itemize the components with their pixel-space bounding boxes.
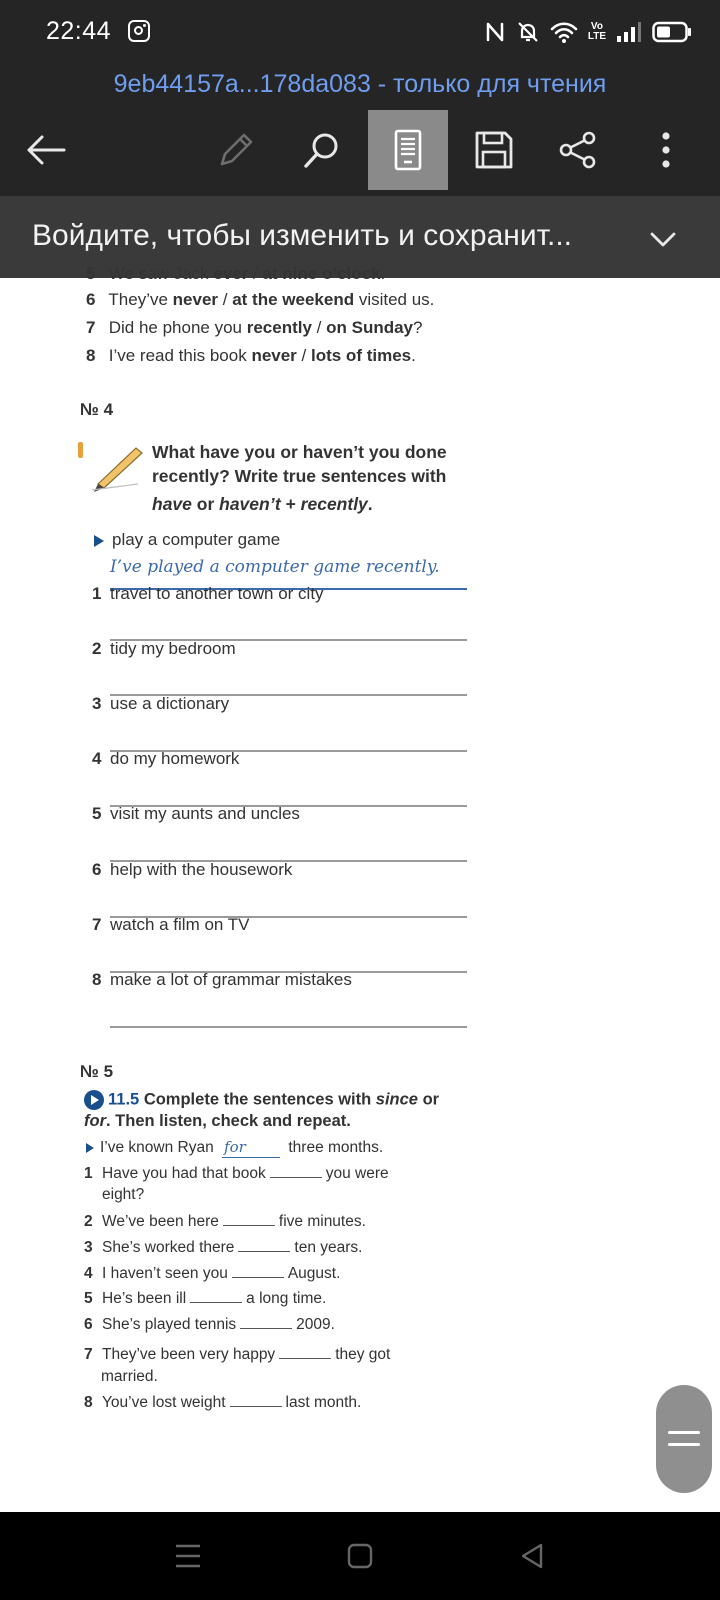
back-button[interactable] bbox=[6, 110, 86, 190]
exercise-4-example: play a computer game bbox=[94, 530, 280, 550]
exercise-5-item-4: 4 I haven’t seen you August. bbox=[84, 1265, 341, 1282]
navigation-bar bbox=[0, 1512, 720, 1600]
exercise-5-example: I’ve known Ryan for three months. bbox=[86, 1138, 383, 1158]
volte-bottom: LTE bbox=[587, 31, 606, 42]
share-icon bbox=[558, 130, 598, 170]
nfc-icon bbox=[484, 20, 506, 44]
scroll-handle[interactable] bbox=[656, 1385, 712, 1493]
answer-blank[interactable] bbox=[238, 1238, 290, 1252]
answer-blank[interactable] bbox=[279, 1345, 331, 1359]
menu-icon bbox=[174, 1543, 202, 1569]
audio-play-icon[interactable] bbox=[84, 1090, 104, 1110]
document-title: 9eb44157a...178da083 - только для чтения bbox=[113, 70, 607, 98]
exercise-4-item-8: 8 make a lot of grammar mistakes bbox=[92, 970, 352, 989]
search-icon bbox=[302, 130, 342, 170]
back-nav-button[interactable] bbox=[512, 1536, 552, 1576]
recent-apps-button[interactable] bbox=[168, 1536, 208, 1576]
exercise-5-item-2: 2 We’ve been here five minutes. bbox=[84, 1213, 366, 1230]
reading-view-button[interactable] bbox=[368, 110, 448, 190]
pencil-icon bbox=[78, 438, 148, 494]
exercise-5-heading: № 5 bbox=[80, 1062, 114, 1081]
exercise-4-item-1: 1 travel to another town or city bbox=[92, 584, 324, 603]
exercise-5-item-5: 5 He’s been ill a long time. bbox=[84, 1290, 327, 1307]
exercise-4-item-4: 4 do my homework bbox=[92, 749, 240, 768]
prev-item-7: 7 Did he phone you recently / on Sunday? bbox=[86, 318, 423, 337]
answer-blank[interactable] bbox=[232, 1264, 284, 1278]
sign-in-banner-text: Войдите, чтобы изменить и сохранит... bbox=[32, 219, 573, 252]
prev-item-6: 6 They’ve never / at the weekend visited us. bbox=[86, 290, 435, 309]
exercise-4-example-answer: I’ve played a computer game recently. bbox=[110, 557, 440, 577]
exercise-5-item-7: 7 They’ve been very happy they got bbox=[84, 1346, 391, 1363]
answer-blank[interactable] bbox=[230, 1393, 282, 1407]
signal-icon bbox=[616, 21, 642, 43]
triangle-bullet-icon bbox=[94, 535, 104, 547]
back-triangle-icon bbox=[519, 1542, 545, 1570]
wifi-icon bbox=[550, 20, 578, 44]
title-bar bbox=[0, 64, 720, 110]
save-button[interactable] bbox=[454, 110, 534, 190]
answer-line bbox=[110, 1026, 467, 1028]
exercise-5-item-1-cont: eight? bbox=[102, 1186, 145, 1203]
exercise-5-item-7-cont: married. bbox=[101, 1368, 158, 1385]
toolbar bbox=[0, 110, 720, 196]
exercise-5-item-8: 8 You’ve lost weight last month. bbox=[84, 1394, 362, 1411]
more-options-button[interactable] bbox=[626, 110, 706, 190]
bell-muted-icon bbox=[516, 20, 540, 44]
exercise-4-item-7: 7 watch a film on TV bbox=[92, 915, 250, 934]
battery-icon bbox=[652, 21, 692, 43]
exercise-4-instruction-line3: have or haven’t + recently. bbox=[152, 494, 373, 514]
example-blank: for bbox=[222, 1138, 280, 1158]
reading-view-icon bbox=[393, 129, 423, 171]
answer-blank[interactable] bbox=[240, 1315, 292, 1329]
exercise-4-instruction-line2: recently? Write true sentences with bbox=[152, 466, 447, 486]
back-arrow-icon bbox=[26, 134, 66, 166]
save-icon bbox=[474, 130, 514, 170]
exercise-4-item-2: 2 tidy my bedroom bbox=[92, 639, 236, 658]
exercise-4-heading: № 4 bbox=[80, 400, 114, 419]
home-square-icon bbox=[347, 1543, 373, 1569]
volte-top: Vo bbox=[590, 21, 603, 32]
status-icons bbox=[484, 18, 692, 46]
status-time: 22:44 bbox=[46, 17, 112, 45]
instagram-icon bbox=[128, 20, 150, 42]
document-page bbox=[0, 264, 720, 1512]
volte-indicator bbox=[588, 22, 606, 42]
answer-blank[interactable] bbox=[190, 1289, 242, 1303]
answer-blank[interactable] bbox=[270, 1164, 322, 1178]
status-bar bbox=[0, 0, 720, 64]
exercise-4-instruction-line1: What have you or haven’t you done bbox=[152, 442, 447, 462]
answer-blank[interactable] bbox=[223, 1212, 275, 1226]
more-icon bbox=[660, 130, 672, 170]
exercise-5-item-3: 3 She’s worked there ten years. bbox=[84, 1239, 363, 1256]
search-button[interactable] bbox=[282, 110, 362, 190]
share-button[interactable] bbox=[538, 110, 618, 190]
exercise-4-item-3: 3 use a dictionary bbox=[92, 694, 230, 713]
home-button[interactable] bbox=[340, 1536, 380, 1576]
exercise-5-instruction-line1: 11.5 Complete the sentences with since or bbox=[84, 1090, 439, 1110]
edit-button[interactable] bbox=[196, 110, 276, 190]
chevron-down-icon[interactable] bbox=[648, 224, 678, 254]
triangle-bullet-icon bbox=[86, 1143, 94, 1153]
exercise-4-item-6: 6 help with the housework bbox=[92, 860, 293, 879]
exercise-5-instruction-line2: for. Then listen, check and repeat. bbox=[84, 1112, 351, 1130]
exercise-5-item-6: 6 She’s played tennis 2009. bbox=[84, 1316, 335, 1333]
exercise-5-item-1: 1 Have you had that book you were bbox=[84, 1165, 389, 1182]
prev-item-5: 5 We saw Jack ever / at nine o’clock. bbox=[86, 264, 386, 283]
pencil-icon bbox=[216, 130, 256, 170]
exercise-4-item-5: 5 visit my aunts and uncles bbox=[92, 804, 300, 823]
prev-item-8: 8 I’ve read this book never / lots of times. bbox=[86, 346, 416, 365]
